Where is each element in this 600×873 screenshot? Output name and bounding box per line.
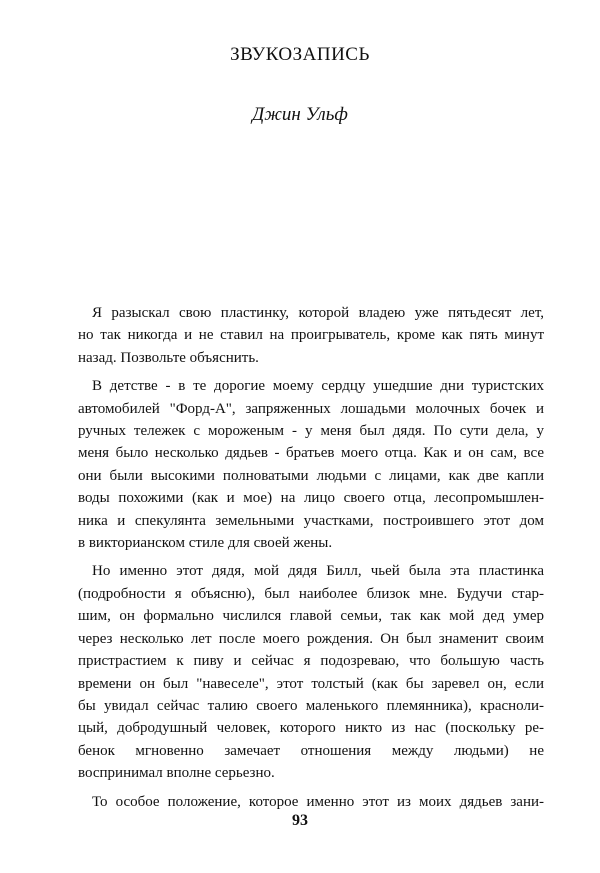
text-line: времени он был "навеселе", этот толстый (как бы заревел он, если [78,675,544,692]
text-line: ника и спекулянта земельными участками, построившего этот дом [78,512,544,529]
story-title: ЗВУКОЗАПИСЬ [230,44,370,65]
paragraph [64,791,544,813]
author-name: Джин Ульф [252,104,348,125]
text-line: но так никогда и не ставил на проигрыватель, кроме как пять минут [78,327,544,344]
text-line: То особое положение, которое именно этот из моих дядьев зани- [92,793,544,810]
text-line: бенок мгновенно замечает отношения между людьми) не [78,742,544,759]
text-line: пристрастием к пиву и сейчас я подозреваю, что большую часть [78,653,544,670]
text-line: в викторианском стиле для своей жены. [78,535,333,552]
text-line: они были высокими полноватыми людьми с лицами, как две капли [78,467,544,484]
paragraph [64,302,544,369]
text-line: ручных тележек с мороженым - у меня был дядя. По сути дела, у [78,423,544,440]
text-line: цый, добродушный человек, которого никто из нас (поскольку ре- [78,720,544,737]
text-line: меня было несколько дядьев - братьев моего отца. Как и он сам, все [78,445,544,462]
paragraph [64,560,544,784]
body-text [64,302,544,819]
text-line: шим, он формально числился главой семьи, так как мой дед умер [78,608,544,625]
text-line: бы увидал сейчас талию своего маленького племянника), красноли- [78,697,544,714]
text-line: автомобилей "Форд-А", запряженных лошадьми молочных бочек и [78,400,544,417]
paragraph [64,375,544,554]
text-line: назад. Позвольте объяснить. [78,349,259,366]
text-line: Я разыскал свою пластинку, которой владею уже пятьдесят лет, [92,305,544,321]
text-line: воспринимал вполне серьезно. [78,765,275,782]
text-line: В детстве - в те дорогие моему сердцу ушедшие дни туристских [92,378,544,395]
text-line: через несколько лет после моего рождения. Он был знаменит своим [78,630,544,647]
page-number: 93 [292,812,308,829]
text-line: воды похожими (как и мое) на лицо своего отца, лесопромышлен- [78,490,544,507]
text-line: (подробности я объясню), был наиболее близок мне. Будучи стар- [78,585,544,602]
text-line: Но именно этот дядя, мой дядя Билл, чьей была эта пластинка [92,563,544,580]
